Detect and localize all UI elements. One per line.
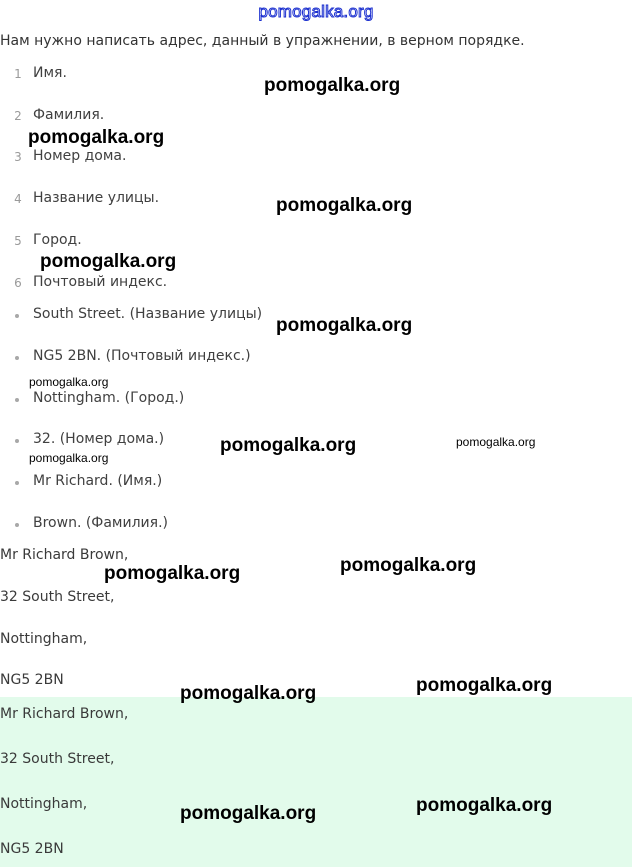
answer-line: NG5 2BN	[0, 841, 64, 857]
watermark: pomogalka.org	[456, 435, 536, 449]
list-item-text: Имя.	[33, 65, 67, 81]
watermark: pomogalka.org	[416, 675, 553, 696]
address-line: NG5 2BN	[0, 672, 64, 688]
site-logo[interactable]: pomogalka.org	[258, 2, 374, 21]
bullet-item-text: South Street. (Название улицы)	[33, 306, 263, 322]
watermark: pomogalka.org	[104, 563, 241, 584]
watermark: pomogalka.org	[276, 315, 413, 336]
answer-box	[0, 697, 632, 867]
bullet-icon	[15, 439, 19, 443]
answer-line: Nottingham,	[0, 796, 88, 812]
list-item-text: Номер дома.	[33, 148, 127, 164]
watermark: pomogalka.org	[29, 375, 109, 389]
watermark: pomogalka.org	[220, 435, 357, 456]
answer-line: 32 South Street,	[0, 751, 115, 767]
list-number: 6	[14, 276, 22, 290]
bullet-item-text: Nottingham. (Город.)	[33, 390, 185, 406]
list-item-text: Почтовый индекс.	[33, 274, 168, 290]
intro-text: Нам нужно написать адрес, данный в упражнении, в верном порядке.	[0, 33, 525, 49]
list-number: 3	[14, 150, 22, 164]
watermark: pomogalka.org	[276, 195, 413, 216]
bullet-icon	[15, 314, 19, 318]
answer-line: Mr Richard Brown,	[0, 706, 129, 722]
list-number: 2	[14, 109, 22, 123]
watermark: pomogalka.org	[340, 555, 477, 576]
list-item-text: Город.	[33, 232, 82, 248]
watermark: pomogalka.org	[264, 75, 401, 96]
address-line: 32 South Street,	[0, 589, 115, 605]
list-number: 4	[14, 192, 22, 206]
list-number: 5	[14, 234, 22, 248]
watermark: pomogalka.org	[416, 795, 553, 816]
list-item-text: Фамилия.	[33, 107, 105, 123]
watermark: pomogalka.org	[40, 251, 177, 272]
address-line: Nottingham,	[0, 631, 88, 647]
bullet-item-text: Brown. (Фамилия.)	[33, 515, 168, 531]
bullet-icon	[15, 481, 19, 485]
bullet-icon	[15, 398, 19, 402]
bullet-icon	[15, 523, 19, 527]
watermark: pomogalka.org	[28, 127, 165, 148]
bullet-item-text: 32. (Номер дома.)	[33, 431, 165, 447]
bullet-item-text: NG5 2BN. (Почтовый индекс.)	[33, 348, 251, 364]
list-item-text: Название улицы.	[33, 190, 160, 206]
address-line: Mr Richard Brown,	[0, 547, 129, 563]
bullet-item-text: Mr Richard. (Имя.)	[33, 473, 163, 489]
watermark: pomogalka.org	[180, 803, 317, 824]
bullet-icon	[15, 356, 19, 360]
list-number: 1	[14, 67, 22, 81]
watermark: pomogalka.org	[29, 451, 109, 465]
watermark: pomogalka.org	[180, 683, 317, 704]
